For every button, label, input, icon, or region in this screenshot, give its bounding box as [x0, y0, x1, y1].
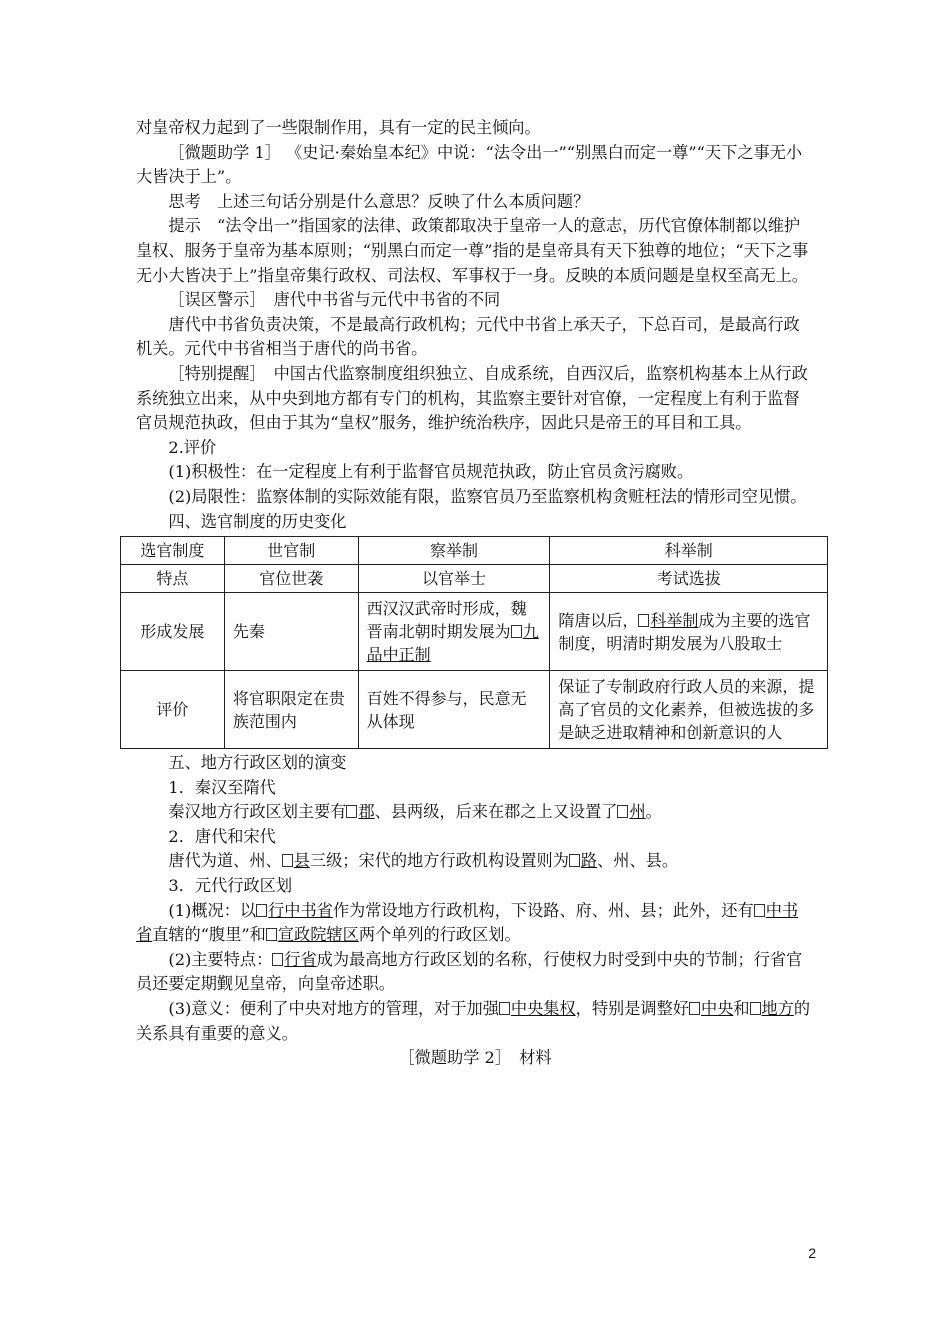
fill-in-answer: 中书省: [136, 900, 799, 945]
fill-in-answer: 行省: [284, 949, 317, 969]
blank-box-icon: [617, 805, 628, 818]
blank-box-icon: [282, 854, 293, 867]
text: 成为最高地方行政区划的名称，行使权力时受到中央的节制；行省官员还要定期觐见皇帝，向皇帝述职。: [136, 949, 803, 994]
blank-box-icon: [754, 904, 765, 917]
section-heading: 四、选官制度的历史变化: [168, 511, 347, 531]
selection-system-table: [120, 536, 828, 749]
fill-in-answer: 中央集权: [510, 999, 576, 1019]
page-content: [136, 116, 814, 1071]
blank-box-icon: [346, 805, 357, 818]
subheading: 1．秦汉至隋代: [168, 777, 276, 797]
blank-box-icon: [638, 614, 649, 627]
text: (2)主要特点：: [168, 949, 273, 969]
table-row: [121, 565, 828, 593]
paragraph: (2)局限性：监察体制的实际效能有限，监察官员乃至监察机构贪赃枉法的情形司空见惯。: [168, 486, 807, 506]
blank-box-icon: [689, 1002, 700, 1015]
table-cell: 将官职限定在贵族范围内: [224, 671, 358, 749]
section-heading: 五、地方行政区划的演变: [168, 753, 347, 773]
table-cell: [550, 593, 828, 671]
blank-box-icon: [266, 928, 277, 941]
fill-in-answer: 九品中正制: [366, 622, 539, 665]
text: 、州、县。: [597, 851, 679, 871]
table-row: [121, 671, 828, 749]
paragraph: (1)积极性：在一定程度上有利于监督官员规范执政，防止官员贪污腐败。: [168, 462, 694, 482]
table-cell: 选官制度: [121, 537, 225, 565]
fill-in-answer: 中央: [700, 999, 734, 1019]
fill-in-answer: 郡: [358, 802, 375, 822]
text: (3)意义：便利了中央对地方的管理，对于加强: [168, 999, 499, 1019]
fill-in-answer: 州: [629, 802, 646, 822]
paragraph: [136, 997, 814, 1046]
table-row: [121, 537, 828, 565]
table-cell: 保证了专制政府行政人员的来源，提高了官员的文化素养，但被选拔的多是缺乏进取精神和创新意识的人: [550, 671, 828, 749]
table-cell: 察举制: [358, 537, 550, 565]
page-number: 2: [808, 1245, 816, 1261]
fill-in-answer: 路: [580, 851, 598, 871]
paragraph: [136, 800, 814, 825]
text: 的关系具有重要的意义。: [136, 999, 811, 1043]
text: 直辖的“腹里”和: [152, 925, 266, 945]
text: 作为常设地方行政机构，下设路、府、州、县；此外，还有: [332, 900, 754, 920]
paragraph: 提示 “法令出一”指国家的法律、政策都取决于皇帝一人的意志，历代官僚体制都以维护皇权、服务于皇帝为基本原则；“别黑白而定一尊”指的是皇帝具有天下独尊的地位；“天下之事无小大皆决于上”指皇帝集行政权、司法权、军事权于一身。反映的本质问题是皇权至高无上。: [136, 216, 809, 285]
table-row: [121, 593, 828, 671]
text: 三级；宋代的地方行政机构设置则为: [309, 851, 569, 871]
blank-box-icon: [256, 904, 267, 917]
table-cell: 形成发展: [121, 593, 225, 671]
text: 和: [733, 999, 750, 1019]
table-cell: 百姓不得参与，民意无从体现: [358, 671, 550, 749]
table-cell: 官位世袭: [224, 565, 358, 593]
cell-text: 隋唐以后，: [558, 610, 639, 630]
paragraph: 思考 上述三句话分别是什么意思？反映了什么本质问题？: [168, 191, 590, 211]
subheading: ［微题助学 2］ 材料: [398, 1048, 552, 1068]
cell-text: 西汉汉武帝时形成，魏晋南北朝时期发展为: [366, 599, 527, 642]
blank-box-icon: [750, 1002, 761, 1015]
blank-box-icon: [499, 1002, 510, 1015]
fill-in-answer: 县: [293, 851, 310, 871]
subheading: 2．唐代和宋代: [168, 826, 276, 846]
table-cell: 以官举士: [358, 565, 550, 593]
table-cell: 评价: [121, 671, 225, 749]
blank-box-icon: [569, 854, 580, 867]
fill-in-answer: 科举制: [650, 610, 699, 630]
table-cell: 科举制: [550, 537, 828, 565]
table-cell: 先秦: [224, 593, 358, 671]
fill-in-answer: 地方: [761, 999, 794, 1019]
table-cell: 考试选拔: [550, 565, 828, 593]
cell-text: 成为主要的选官制度，明清时期发展为八股取士: [558, 610, 811, 653]
text: (1)概况：以: [168, 900, 257, 920]
paragraph: ［特别提醒］ 中国古代监察制度组织独立、自成系统，自西汉后，监察机构基本上从行政系统独立出来，从中央到地方都有专门的机构，其监察主要针对官僚，一定程度上有利于监督官员规范执政，但由于其为“皇权”服务，维护统治秩序，因此只是帝王的耳目和工具。: [136, 363, 808, 433]
blank-box-icon: [511, 625, 522, 638]
table-cell: 世官制: [224, 537, 358, 565]
paragraph: 唐代中书省负责决策，不是最高行政机构；元代中书省上承天子，下总百司，是最高行政机关。元代中书省相当于唐代的尚书省。: [136, 314, 800, 359]
paragraph: [136, 948, 814, 997]
text: 唐代为道、州、: [168, 851, 282, 871]
paragraph: ［误区警示］ 唐代中书省与元代中书省的不同: [168, 290, 501, 310]
text: 两个单列的行政区划。: [358, 925, 521, 945]
subheading: 3．元代行政区划: [168, 876, 293, 896]
paragraph: [136, 849, 814, 874]
fill-in-answer: 行中书省: [268, 900, 333, 920]
text: 、县两级，后来在郡之上又设置了: [374, 802, 618, 822]
text: 秦汉地方行政区划主要有: [168, 802, 347, 822]
paragraph: [136, 899, 814, 948]
blank-box-icon: [272, 953, 283, 966]
heading: 2.评价: [168, 437, 217, 457]
table-cell: 特点: [121, 565, 225, 593]
text: 。: [645, 802, 662, 822]
table-cell: [358, 593, 550, 671]
fill-in-answer: 宣政院辖区: [277, 925, 359, 945]
text: ，特别是调整好: [575, 999, 689, 1019]
paragraph: 对皇帝权力起到了一些限制作用，具有一定的民主倾向。: [136, 118, 541, 137]
paragraph: ［微题助学 1］ 《史记·秦始皇本纪》中说：“法令出一”“别黑白而定一尊”“天下之事无小大皆决于上”。: [136, 142, 803, 187]
